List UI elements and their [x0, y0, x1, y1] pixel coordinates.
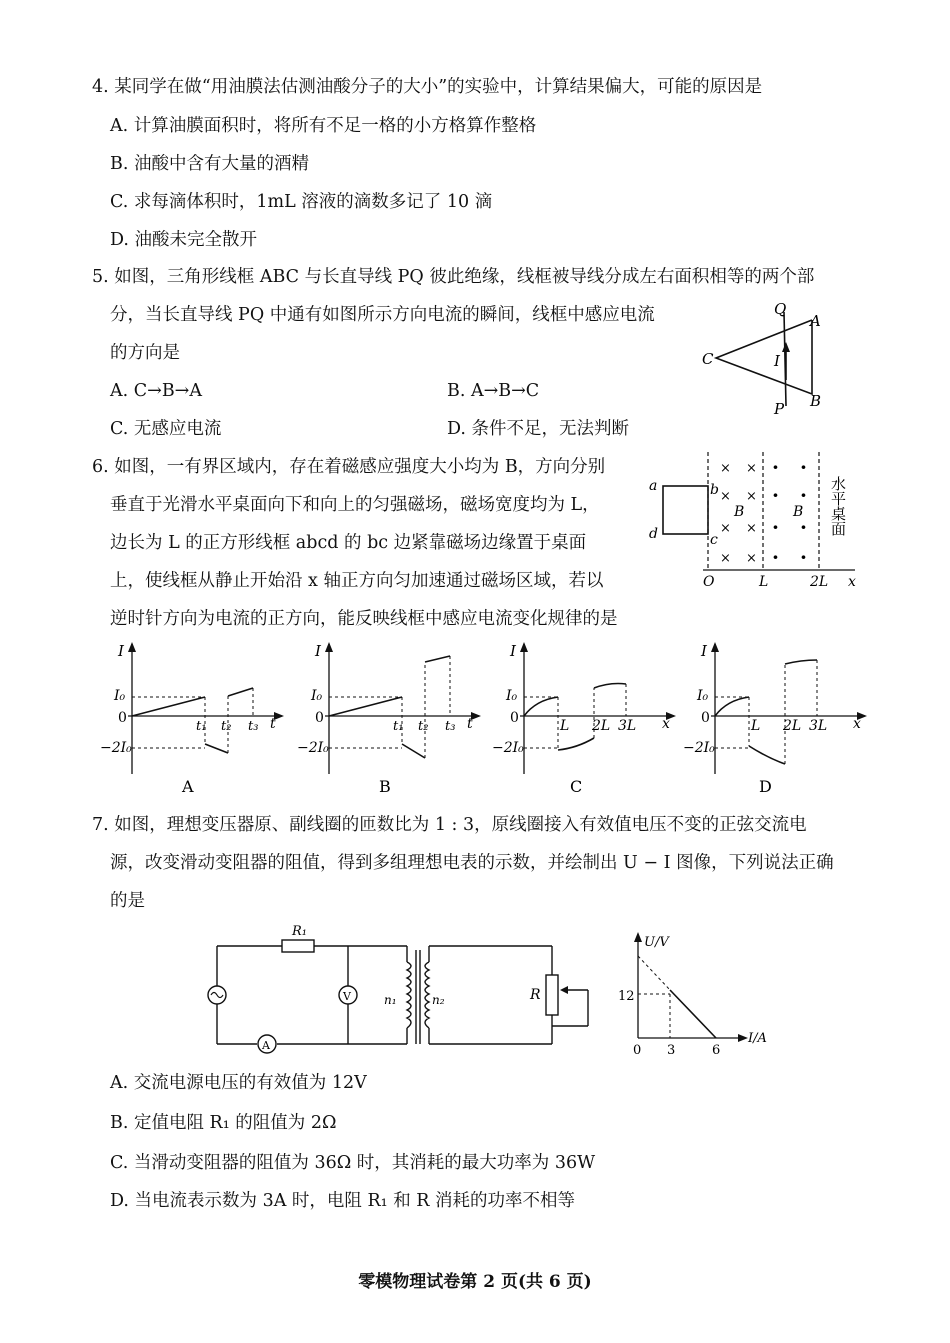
q6-axis-2l: 2L	[810, 574, 829, 590]
page-footer: 零模物理试卷第 2 页(共 6 页)	[358, 1272, 592, 1292]
q6c-label-3l: 3L	[618, 718, 637, 734]
q6-axis-l: L	[759, 574, 769, 590]
q6-graph-b	[297, 640, 487, 796]
q6-axis-origin: O	[703, 574, 715, 590]
q6-stem-line5: 逆时针方向为电流的正方向，能反映线框中感应电流变化规律的是	[110, 609, 618, 629]
q7-stem-line3: 的是	[110, 891, 145, 911]
q6c-option-label: C	[570, 777, 583, 796]
q6a-axis-t: t	[270, 716, 276, 732]
ui-y12: 12	[618, 989, 635, 1004]
q6c-label-2l: 2L	[592, 718, 611, 734]
q6-dot: ·	[800, 545, 807, 569]
q6a-label-origin: 0	[118, 710, 127, 726]
q6-cross: ×	[720, 521, 731, 536]
q6d-label-i0: I₀	[697, 688, 709, 704]
q7-stem-line1: 7. 如图，理想变压器原、副线圈的匝数比为 1 : 3，原线圈接入有效值电压不变的正弦交流电	[92, 815, 807, 835]
q6-dot: ·	[772, 455, 779, 479]
q6-stem-line4: 上，使线框从静止开始沿 x 轴正方向匀加速通过磁场区域，若以	[110, 571, 604, 591]
q6-graph-a	[100, 640, 290, 796]
q6d-label-2l: 2L	[783, 718, 802, 734]
q6d-label-origin: 0	[701, 710, 710, 726]
q6c-label-neg: −2I₀	[492, 740, 524, 756]
q6-cross: ×	[746, 551, 757, 566]
q5-label-a: A	[810, 312, 821, 330]
label-n2: n₂	[432, 993, 445, 1007]
q6b-label-t3: t₃	[445, 719, 456, 734]
q5-label-i: I	[774, 352, 780, 370]
q6b-label-origin: 0	[315, 710, 324, 726]
q6d-label-neg: −2I₀	[683, 740, 715, 756]
q6c-label-l: L	[560, 718, 570, 734]
ammeter-label: A	[262, 1039, 270, 1052]
q4-option-c: C. 求每滴体积时，1mL 溶液的滴数多记了 10 滴	[110, 192, 493, 212]
q6b-axis-t: t	[467, 716, 473, 732]
q7-stem-line2: 源，改变滑动变阻器的阻值，得到多组理想电表的示数，并绘制出 U − I 图像，下列说法正确	[110, 853, 834, 873]
q6-cross: ×	[746, 489, 757, 504]
q6-graph-c	[492, 640, 682, 796]
q6-desk-label: 水平桌面	[829, 476, 847, 536]
q6-dot: ·	[772, 483, 779, 507]
q6c-label-i0: I₀	[506, 688, 518, 704]
q6a-label-t2: t₂	[221, 719, 232, 734]
q6b-label-i0: I₀	[311, 688, 323, 704]
q6-cross: ×	[720, 551, 731, 566]
q6c-axis-x: x	[662, 716, 670, 732]
q7-option-a: A. 交流电源电压的有效值为 12V	[110, 1073, 367, 1093]
q5-option-b: B. A→B→C	[447, 381, 540, 401]
q5-stem-line1: 5. 如图，三角形线框 ABC 与长直导线 PQ 彼此绝缘，线框被导线分成左右面积相等的两个部	[92, 267, 815, 287]
label-r1: R₁	[292, 924, 307, 939]
q6-label-b-field-right: B	[793, 504, 804, 520]
q6a-label-i0: I₀	[114, 688, 126, 704]
q6-cross: ×	[720, 489, 731, 504]
q7-option-b: B. 定值电阻 R₁ 的阻值为 2Ω	[110, 1113, 337, 1133]
q6-cross: ×	[746, 521, 757, 536]
q7-option-c: C. 当滑动变阻器的阻值为 36Ω 时，其消耗的最大功率为 36W	[110, 1153, 596, 1173]
q6-cross: ×	[720, 461, 731, 476]
q7-circuit-figure	[200, 920, 600, 1060]
ui-ylabel: U/V	[644, 935, 669, 950]
q6b-option-label: B	[379, 777, 391, 796]
ui-x6: 6	[712, 1043, 721, 1058]
q6-dot: ·	[772, 515, 779, 539]
q4-stem: 4. 某同学在做“用油膜法估测油酸分子的大小”的实验中，计算结果偏大，可能的原因是	[92, 77, 763, 97]
q5-label-q: Q	[774, 300, 787, 318]
q7-ui-graph	[612, 928, 782, 1063]
q6c-axis-i: I	[510, 642, 516, 660]
ui-xlabel: I/A	[748, 1031, 767, 1046]
q6-label-b-field-left: B	[734, 504, 745, 520]
q6b-label-neg: −2I₀	[297, 740, 329, 756]
q6c-label-origin: 0	[510, 710, 519, 726]
q5-option-a: A. C→B→A	[110, 381, 202, 401]
q6b-label-t1: t₁	[393, 719, 404, 734]
q6-graph-d	[683, 640, 873, 796]
ui-x3: 3	[667, 1043, 676, 1058]
q6-dot: ·	[800, 515, 807, 539]
q6-magnetic-field-figure	[643, 448, 863, 593]
ui-x0: 0	[633, 1043, 642, 1058]
label-n1: n₁	[384, 993, 397, 1007]
q4-option-d: D. 油酸未完全散开	[110, 230, 258, 250]
q5-option-c: C. 无感应电流	[110, 419, 222, 439]
q5-stem-line3: 的方向是	[110, 343, 180, 363]
q6-stem-line1: 6. 如图，一有界区域内，存在着磁感应强度大小均为 B，方向分别	[92, 457, 606, 477]
q7-option-d: D. 当电流表示数为 3A 时，电阻 R₁ 和 R 消耗的功率不相等	[110, 1191, 576, 1211]
q4-option-b: B. 油酸中含有大量的酒精	[110, 154, 309, 174]
q5-stem-line2: 分，当长直导线 PQ 中通有如图所示方向电流的瞬间，线框中感应电流	[110, 305, 655, 325]
q6a-axis-i: I	[118, 642, 124, 660]
q6b-axis-i: I	[315, 642, 321, 660]
q5-option-d: D. 条件不足，无法判断	[447, 419, 630, 439]
q6d-axis-x: x	[853, 716, 861, 732]
q5-label-c: C	[702, 350, 714, 368]
q6-dot: ·	[800, 483, 807, 507]
q5-triangle-figure	[700, 298, 830, 418]
q6a-label-t3: t₃	[248, 719, 259, 734]
q6a-label-neg: −2I₀	[100, 740, 132, 756]
q5-label-p: P	[774, 400, 785, 418]
q6d-axis-i: I	[701, 642, 707, 660]
q6-cross: ×	[746, 461, 757, 476]
q6d-label-l: L	[751, 718, 761, 734]
q6d-option-label: D	[759, 777, 772, 796]
q5-label-b: B	[810, 392, 822, 410]
q6-label-b: b	[710, 482, 719, 498]
label-r: R	[530, 987, 541, 1003]
q6b-label-t2: t₂	[418, 719, 429, 734]
q6-label-a: a	[649, 478, 658, 494]
q6-label-c: c	[710, 532, 718, 548]
q6a-option-label: A	[182, 777, 194, 796]
q6-stem-line3: 边长为 L 的正方形线框 abcd 的 bc 边紧靠磁场边缘置于桌面	[110, 533, 587, 553]
q6-label-d: d	[649, 526, 658, 542]
voltmeter-label: V	[343, 990, 351, 1003]
q6d-label-3l: 3L	[809, 718, 828, 734]
q6-stem-line2: 垂直于光滑水平桌面向下和向上的匀强磁场，磁场宽度均为 L，	[110, 495, 600, 515]
q6a-label-t1: t₁	[196, 719, 207, 734]
q4-option-a: A. 计算油膜面积时，将所有不足一格的小方格算作整格	[110, 116, 537, 136]
q6-axis-x: x	[848, 574, 856, 590]
q6-dot: ·	[772, 545, 779, 569]
q6-dot: ·	[800, 455, 807, 479]
